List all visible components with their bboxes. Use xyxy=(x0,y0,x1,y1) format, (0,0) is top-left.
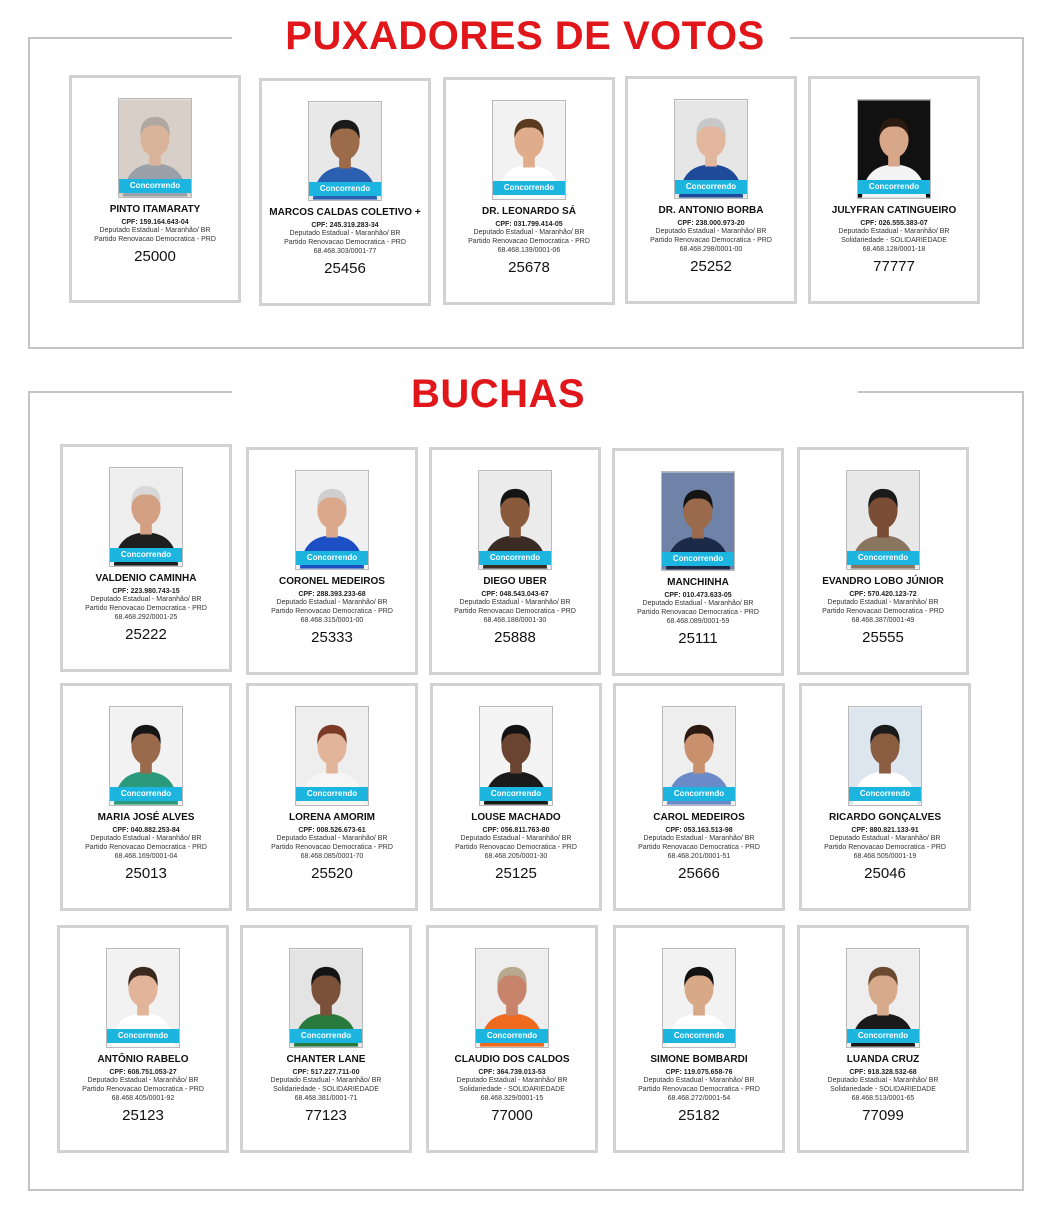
candidate-card xyxy=(430,683,602,911)
candidate-role: Deputado Estadual - Maranhão/ BR xyxy=(838,228,950,235)
candidate-number: 25252 xyxy=(690,258,732,275)
candidate-cnpj: 68.468.139/0001-06 xyxy=(497,247,561,254)
candidate-number: 25456 xyxy=(324,260,366,277)
candidate-role: Deputado Estadual - Maranhão/ BR xyxy=(827,599,939,606)
candidate-photo xyxy=(857,99,931,199)
status-badge: Concorrendo xyxy=(847,1029,919,1043)
candidate-role: Deputado Estadual - Maranhão/ BR xyxy=(642,600,754,607)
candidate-cpf: CPF: 608.751.053-27 xyxy=(109,1069,177,1076)
candidate-role: Deputado Estadual - Maranhão/ BR xyxy=(473,229,585,236)
candidate-card xyxy=(808,76,980,304)
candidate-card xyxy=(797,925,969,1153)
candidate-number: 25125 xyxy=(495,865,537,882)
candidate-party: Partido Renovacao Democratica - PRD xyxy=(94,236,216,243)
candidate-card xyxy=(797,447,969,675)
candidate-role: Deputado Estadual - Maranhão/ BR xyxy=(276,835,388,842)
status-badge: Concorrendo xyxy=(119,179,191,193)
candidate-party: Partido Renovacao Democratica - PRD xyxy=(284,239,406,246)
candidate-role: Deputado Estadual - Maranhão/ BR xyxy=(643,1077,755,1084)
candidate-name: DR. ANTONIO BORBA xyxy=(658,205,764,216)
candidate-card xyxy=(69,75,241,303)
candidate-photo xyxy=(109,467,183,567)
candidate-photo xyxy=(106,948,180,1048)
candidate-party: Partido Renovacao Democratica - PRD xyxy=(650,237,772,244)
candidate-number: 77099 xyxy=(862,1107,904,1124)
status-badge: Concorrendo xyxy=(296,787,368,801)
status-badge: Concorrendo xyxy=(493,181,565,195)
candidate-cnpj: 68.468.188/0001-30 xyxy=(483,617,547,624)
candidate-cpf: CPF: 880.821.133-91 xyxy=(851,827,919,834)
candidate-cnpj: 68.468.089/0001-59 xyxy=(666,618,730,625)
candidate-card xyxy=(799,683,971,911)
candidate-photo xyxy=(118,98,192,198)
candidate-number: 25888 xyxy=(494,629,536,646)
candidate-cpf: CPF: 223.980.743-15 xyxy=(112,588,180,595)
candidate-card xyxy=(240,925,412,1153)
candidate-party: Partido Renovacao Democratica - PRD xyxy=(638,844,760,851)
candidate-card xyxy=(57,925,229,1153)
candidate-number: 25678 xyxy=(508,259,550,276)
candidate-cpf: CPF: 026.555.383-07 xyxy=(860,220,928,227)
section-title-buchas: BUCHAS xyxy=(410,372,586,416)
candidate-cpf: CPF: 031.799.414-05 xyxy=(495,221,563,228)
status-badge: Concorrendo xyxy=(290,1029,362,1043)
status-badge: Concorrendo xyxy=(110,548,182,562)
candidate-card xyxy=(259,78,431,306)
candidate-cnpj: 68.468.505/0001-19 xyxy=(853,853,917,860)
candidate-name: SIMONE BOMBARDI xyxy=(650,1054,748,1065)
candidate-role: Deputado Estadual - Maranhão/ BR xyxy=(270,1077,382,1084)
candidate-photo xyxy=(295,470,369,570)
status-badge: Concorrendo xyxy=(847,551,919,565)
candidate-name: VALDENIO CAMINHA xyxy=(95,573,197,584)
candidate-name: DIEGO UBER xyxy=(483,576,547,587)
candidate-card xyxy=(60,444,232,672)
candidate-party: Solidariedade - SOLIDARIEDADE xyxy=(830,1086,936,1093)
candidate-name: DR. LEONARDO SÁ xyxy=(482,206,576,217)
status-badge: Concorrendo xyxy=(309,182,381,196)
candidate-cnpj: 68.468.128/0001-18 xyxy=(862,246,926,253)
candidate-role: Deputado Estadual - Maranhão/ BR xyxy=(655,228,767,235)
candidate-party: Partido Renovacao Democratica - PRD xyxy=(455,844,577,851)
candidate-cpf: CPF: 570.420.123-72 xyxy=(849,591,917,598)
candidate-name: EVANDRO LOBO JÚNIOR xyxy=(822,576,944,587)
candidate-number: 25666 xyxy=(678,865,720,882)
candidate-cpf: CPF: 918.328.532-68 xyxy=(849,1069,917,1076)
candidate-name: PINTO ITAMARATY xyxy=(109,204,201,215)
candidate-role: Deputado Estadual - Maranhão/ BR xyxy=(459,599,571,606)
candidate-number: 77777 xyxy=(873,258,915,275)
candidate-photo xyxy=(846,470,920,570)
candidate-cpf: CPF: 048.543.043-67 xyxy=(481,591,549,598)
candidate-role: Deputado Estadual - Maranhão/ BR xyxy=(90,596,202,603)
candidate-cpf: CPF: 008.526.673-61 xyxy=(298,827,366,834)
status-badge: Concorrendo xyxy=(663,787,735,801)
candidate-name: MARIA JOSÉ ALVES xyxy=(97,812,195,823)
candidate-photo xyxy=(846,948,920,1048)
candidate-cnpj: 68.468.315/0001-00 xyxy=(300,617,364,624)
candidate-role: Deputado Estadual - Maranhão/ BR xyxy=(289,230,401,237)
candidate-name: CHANTER LANE xyxy=(286,1054,366,1065)
candidate-number: 77123 xyxy=(305,1107,347,1124)
candidate-cnpj: 68.468.513/0001-65 xyxy=(851,1095,915,1102)
status-badge: Concorrendo xyxy=(849,787,921,801)
status-badge: Concorrendo xyxy=(479,551,551,565)
candidate-cpf: CPF: 010.473.633-05 xyxy=(664,592,732,599)
candidate-party: Solidariedade - SOLIDARIEDADE xyxy=(841,237,947,244)
candidate-cnpj: 68.468.205/0001-30 xyxy=(484,853,548,860)
candidate-role: Deputado Estadual - Maranhão/ BR xyxy=(460,835,572,842)
candidate-photo xyxy=(674,99,748,199)
candidate-cnpj: 68.468.292/0001-25 xyxy=(114,614,178,621)
candidate-cnpj: 68.468.085/0001-70 xyxy=(300,853,364,860)
candidate-number: 25013 xyxy=(125,865,167,882)
candidate-photo xyxy=(479,706,553,806)
candidate-card xyxy=(60,683,232,911)
candidate-cpf: CPF: 517.227.711-00 xyxy=(292,1069,360,1076)
candidate-number: 25222 xyxy=(125,626,167,643)
status-badge: Concorrendo xyxy=(663,1029,735,1043)
candidate-party: Solidariedade - SOLIDARIEDADE xyxy=(273,1086,379,1093)
candidate-card xyxy=(613,683,785,911)
candidate-photo xyxy=(848,706,922,806)
status-badge: Concorrendo xyxy=(675,180,747,194)
candidate-cpf: CPF: 288.393.233-68 xyxy=(298,591,366,598)
candidate-name: LOUSE MACHADO xyxy=(471,812,561,823)
candidate-party: Partido Renovacao Democratica - PRD xyxy=(637,609,759,616)
candidate-number: 25520 xyxy=(311,865,353,882)
candidate-cpf: CPF: 245.319.283-34 xyxy=(311,222,379,229)
candidate-cpf: CPF: 056.811.763-80 xyxy=(482,827,550,834)
candidate-cnpj: 68.468.201/0001-51 xyxy=(667,853,731,860)
candidate-cnpj: 68.468.169/0001-04 xyxy=(114,853,178,860)
candidate-number: 25182 xyxy=(678,1107,720,1124)
candidate-card xyxy=(246,683,418,911)
candidate-role: Deputado Estadual - Maranhão/ BR xyxy=(456,1077,568,1084)
candidate-cnpj: 68.468.303/0001-77 xyxy=(313,248,377,255)
status-badge: Concorrendo xyxy=(296,551,368,565)
candidate-party: Partido Renovacao Democratica - PRD xyxy=(822,608,944,615)
candidate-party: Partido Renovacao Democratica - PRD xyxy=(468,238,590,245)
candidate-number: 25333 xyxy=(311,629,353,646)
candidate-party: Partido Renovacao Democratica - PRD xyxy=(454,608,576,615)
candidate-party: Partido Renovacao Democratica - PRD xyxy=(85,844,207,851)
candidate-role: Deputado Estadual - Maranhão/ BR xyxy=(276,599,388,606)
candidate-cnpj: 68.468.387/0001-49 xyxy=(851,617,915,624)
candidate-name: MARCOS CALDAS COLETIVO + xyxy=(269,207,421,218)
candidate-photo xyxy=(308,101,382,201)
candidate-photo xyxy=(661,471,735,571)
candidate-card xyxy=(443,77,615,305)
candidate-photo xyxy=(492,100,566,200)
candidate-number: 25046 xyxy=(864,865,906,882)
candidate-name: CAROL MEDEIROS xyxy=(653,812,745,823)
candidate-photo xyxy=(662,948,736,1048)
candidate-name: RICARDO GONÇALVES xyxy=(828,812,942,823)
candidate-photo xyxy=(295,706,369,806)
candidate-photo xyxy=(662,706,736,806)
candidate-role: Deputado Estadual - Maranhão/ BR xyxy=(829,835,941,842)
candidate-photo xyxy=(475,948,549,1048)
candidate-cnpj: 68.468.329/0001-15 xyxy=(480,1095,544,1102)
status-badge: Concorrendo xyxy=(662,552,734,566)
candidate-photo xyxy=(478,470,552,570)
candidate-cnpj: 68.468.405/0001-92 xyxy=(111,1095,175,1102)
candidate-card xyxy=(612,448,784,676)
status-badge: Concorrendo xyxy=(858,180,930,194)
candidate-cpf: CPF: 364.739.013-53 xyxy=(478,1069,546,1076)
candidate-cpf: CPF: 238.000.973-20 xyxy=(677,220,745,227)
candidate-role: Deputado Estadual - Maranhão/ BR xyxy=(99,227,211,234)
candidate-role: Deputado Estadual - Maranhão/ BR xyxy=(90,835,202,842)
candidate-card xyxy=(429,447,601,675)
candidate-role: Deputado Estadual - Maranhão/ BR xyxy=(87,1077,199,1084)
candidate-party: Partido Renovacao Democratica - PRD xyxy=(85,605,207,612)
candidate-card xyxy=(246,447,418,675)
candidate-name: ANTÔNIO RABELO xyxy=(97,1054,189,1065)
candidate-name: LORENA AMORIM xyxy=(289,812,375,823)
section-title-puxadores: PUXADORES DE VOTOS xyxy=(285,14,765,58)
candidate-number: 25000 xyxy=(134,248,176,265)
candidate-cpf: CPF: 040.882.253-84 xyxy=(112,827,180,834)
candidate-cnpj: 68.468.298/0001-00 xyxy=(679,246,743,253)
candidate-party: Partido Renovacao Democratica - PRD xyxy=(638,1086,760,1093)
candidate-cpf: CPF: 119.075.658-76 xyxy=(665,1069,733,1076)
status-badge: Concorrendo xyxy=(476,1029,548,1043)
candidate-card xyxy=(613,925,785,1153)
candidate-name: CLAUDIO DOS CALDOS xyxy=(454,1054,570,1065)
candidate-name: JULYFRAN CATINGUEIRO xyxy=(831,205,957,216)
candidate-card xyxy=(625,76,797,304)
candidate-party: Solidariedade - SOLIDARIEDADE xyxy=(459,1086,565,1093)
candidate-cnpj: 68.468.381/0001-71 xyxy=(294,1095,358,1102)
candidate-cpf: CPF: 053.163.513-98 xyxy=(665,827,733,834)
candidate-party: Partido Renovacao Democratica - PRD xyxy=(824,844,946,851)
candidate-role: Deputado Estadual - Maranhão/ BR xyxy=(643,835,755,842)
candidate-name: MANCHINHA xyxy=(667,577,729,588)
candidate-photo xyxy=(289,948,363,1048)
candidate-card xyxy=(426,925,598,1153)
candidate-cnpj: 68.468.272/0001-54 xyxy=(667,1095,731,1102)
candidate-number: 25111 xyxy=(678,630,718,647)
candidate-party: Partido Renovacao Democratica - PRD xyxy=(82,1086,204,1093)
candidate-party: Partido Renovacao Democratica - PRD xyxy=(271,608,393,615)
candidate-name: CORONEL MEDEIROS xyxy=(279,576,385,587)
candidate-name: LUANDA CRUZ xyxy=(846,1054,920,1065)
status-badge: Concorrendo xyxy=(110,787,182,801)
status-badge: Concorrendo xyxy=(107,1029,179,1043)
candidate-number: 25555 xyxy=(862,629,904,646)
candidate-number: 77000 xyxy=(491,1107,533,1124)
candidate-photo xyxy=(109,706,183,806)
candidate-number: 25123 xyxy=(122,1107,164,1124)
status-badge: Concorrendo xyxy=(480,787,552,801)
candidate-cpf: CPF: 159.164.643-04 xyxy=(121,219,189,226)
candidate-party: Partido Renovacao Democratica - PRD xyxy=(271,844,393,851)
candidate-role: Deputado Estadual - Maranhão/ BR xyxy=(827,1077,939,1084)
